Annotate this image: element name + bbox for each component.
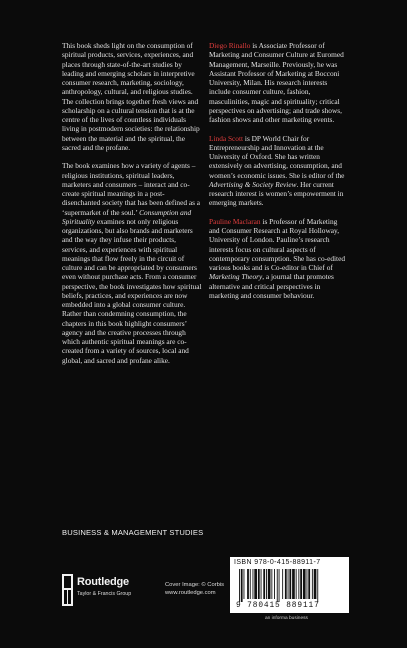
- bio-scott: [209, 134, 349, 208]
- publisher-website: www.routledge.com: [165, 589, 216, 596]
- bio-text: is Associate Professor of Marketing and Consumer Culture at Euromed Management, Marseille. Previously, he was Assistant Professor of Marketing at Bocconi University, Milan. His research interests include consumer culture, fashion, masculinities, magic and spirituality; critical perspectives on advertising; and trade shows, fashion shows and other marketing events.: [209, 41, 344, 124]
- description-text: examines not only religious organizations, but also brands and marketers and the way they infuse their products, services, and experiences with spiritual meanings that flow freely in the circuit of culture and can be appropriated by consumers even without purchase acts. From a consumer perspective, the book investigates how spiritual beliefs, practices, and experiences are now embedded into a global consumer culture. Rather than condemning consumption, the chapters in this book highlight consumers’ agency and the creative processes through which authentic spiritual meanings are co-created from a variety of sources, local and global, and sacred and profane alike.: [62, 216, 202, 365]
- publisher-group: Taylor & Francis Group: [77, 591, 132, 597]
- description-text: The book examines how a variety of agents – religious institutions, spiritual leaders, marketers and consumers – interact and co-create spiritual meanings in a post-disenchanted society that has been defined as a ‘supermarket of the soul.’: [62, 161, 201, 217]
- isbn-label: ISBN 978-0-415-88911-7: [234, 559, 321, 566]
- description-paragraph-1: This book sheds light on the consumption of spiritual products, services, experiences, and places through state-of-the-art studies by leading and emerging scholars in interpretive consumer research, marketing, sociology, anthropology, cultural, and religious studies. The collection brings together fresh views and scholarship on a cultural tension that is at the centre of the lives of countless individuals living in postmodern societies: the relationship between the material and the spiritual, the sacred and the profane.: [62, 41, 200, 152]
- routledge-logo-icon: [62, 574, 73, 606]
- barcode-icon: [230, 569, 349, 602]
- bio-text: is DP World Chair for Entrepreneurship and Innovation at the University of Oxford. She has written extensively on advertising, consumption, and women’s economic issues. She is editor of the: [209, 133, 345, 180]
- description-paragraph-2: [62, 161, 202, 365]
- bio-rinallo: [209, 41, 349, 124]
- book-title-italic: Consumption and Spirituality: [62, 207, 192, 226]
- journal-title: Marketing Theory: [209, 272, 263, 282]
- publisher-name: Routledge: [77, 576, 129, 588]
- book-description: [62, 41, 202, 365]
- cover-credit: [165, 582, 224, 597]
- publisher-logo: [62, 574, 182, 608]
- editor-name: Linda Scott: [209, 133, 244, 143]
- barcode-digits: 9 780415 889117: [236, 602, 320, 610]
- bio-text: , a journal that promotes alternative and critical perspectives in marketing and consumer behaviour.: [209, 272, 334, 300]
- bio-text: . Her current research interest is women’s empowerment in emerging markets.: [209, 179, 344, 208]
- journal-title: Advertising & Society Review: [209, 179, 297, 189]
- editor-bios: [209, 41, 349, 309]
- informa-note: an informa business: [265, 616, 308, 621]
- bio-text: is Professor of Marketing and Consumer Research at Royal Holloway, University of London. Pauline’s research interests focus on cultural aspects of contemporary consumption. She has co-edited various books and is Co-editor in Chief of: [209, 216, 346, 272]
- editor-name: Pauline Maclaran: [209, 216, 261, 226]
- cover-image-credit: Cover Image: © Corbis: [165, 582, 225, 588]
- subject-category: BUSINESS & MANAGEMENT STUDIES: [62, 528, 204, 537]
- isbn-barcode: [230, 557, 349, 613]
- editor-name: Diego Rinallo: [209, 41, 251, 50]
- bio-maclaran: [209, 217, 349, 300]
